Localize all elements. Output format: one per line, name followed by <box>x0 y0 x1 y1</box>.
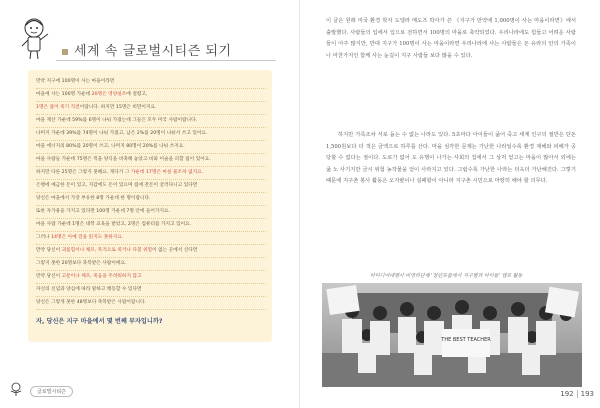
box-line <box>36 89 268 101</box>
box-line-segment: 당신은 그렇게 못한 48명보다 축복받은 사람이랍니다. <box>36 300 146 305</box>
box-line <box>36 154 268 166</box>
box-line <box>36 180 268 192</box>
page-title-text: 세계 속 글로벌시티즌 되기 <box>74 44 232 59</box>
box-line-divider <box>36 101 266 102</box>
box-line-segment: 마을 에너지의 80%를 20명이 쓰고, 나머지 80명이 20%를 나눠 쓰지요. <box>36 144 185 149</box>
box-final-question: 자, 당신은 지구 마을에서 몇 번째 부자입니까? <box>36 318 163 325</box>
box-line-divider <box>36 231 266 232</box>
box-line-segment: 만약 당신이 <box>36 248 62 253</box>
box-line-segment: 고문이나 체포, 죽음을 두려워하지 않고 <box>61 274 142 279</box>
box-line-divider <box>36 192 266 193</box>
highlight-box <box>28 70 272 342</box>
box-line-segment: 자신의 신념과 양심에 따라 말하고 행동할 수 있다면 <box>36 287 142 292</box>
photo-banner-text: THE BEST TEACHER <box>441 337 491 343</box>
box-line-segment: 나머지 가운데 39%를 74명이 나눠 가졌고, 남은 2%를 20명이 나눠서 쓰고 있어요. <box>36 131 208 136</box>
box-line-segment: 이랍니다. 하지만 15명은 비만이지요. <box>79 105 157 110</box>
page-number-left: 192 <box>560 390 574 398</box>
box-line <box>36 258 268 270</box>
footer-mascot-icon <box>8 382 24 398</box>
box-line-segment: 에 걸렸고, <box>126 92 148 97</box>
box-line <box>36 102 268 114</box>
box-line-divider <box>36 257 266 258</box>
box-line <box>36 271 268 283</box>
box-line-segment: 가운데 17명은 마실 물조차 없지요. <box>130 170 204 175</box>
title-divider <box>56 60 276 61</box>
box-line-segment: 마을에 사는 100명 가운데 <box>36 92 92 97</box>
box-line <box>36 167 268 179</box>
box-line-divider <box>36 205 266 206</box>
box-line-divider <box>36 179 266 180</box>
box-line-segment: 그러나 <box>36 235 52 240</box>
box-line-divider <box>36 166 266 167</box>
box-line <box>36 232 268 244</box>
box-line-segment: 하지만 다른 25명은 그렇지 못해요. 게다가 그 <box>36 170 131 175</box>
box-line-divider <box>36 218 266 219</box>
box-line <box>36 141 268 153</box>
group-photo <box>322 283 582 387</box>
page-title <box>62 40 232 59</box>
box-line-segment: 당신은 마을에서 가장 부유한 8명 가운데 한 명이랍니다. <box>36 196 151 201</box>
box-line-segment: 만약 지구에 100명이 사는 마을이라면 <box>36 79 115 84</box>
right-page <box>300 0 600 408</box>
box-line <box>36 219 268 231</box>
box-line-segment: 마을 사람들 가운데 75명은 먹을 양식을 비축해 놓았고 비와 이슬을 피할 집이 있어요. <box>36 157 211 162</box>
box-line-divider <box>36 296 266 297</box>
section-footer-label: 글로벌시티즌 <box>30 386 73 397</box>
title-marker-icon <box>62 49 68 55</box>
box-line-divider <box>36 114 266 115</box>
box-line <box>36 76 268 88</box>
box-line-segment: 이 없는 곳에서 산다면 <box>152 248 198 253</box>
page-number-right: 193 <box>580 390 594 398</box>
box-line-segment: 14명은 아예 글을 읽지도 못하지요. <box>51 235 124 240</box>
mascot-icon <box>18 16 52 60</box>
box-line-divider <box>36 140 266 141</box>
box-line-divider <box>36 283 266 284</box>
photo-caption: 아이디어대행사 비영리단체 '청년프롬에서 지구별과 아이들' 캠프 활동 <box>370 273 523 279</box>
box-line-segment: 1명은 굶어 죽기 직전 <box>36 105 80 110</box>
box-line <box>36 128 268 140</box>
box-line-segment: 괴롭힘이나 체포, 폭격으로 죽거나 다칠 위험 <box>61 248 153 253</box>
box-line-divider <box>36 309 266 310</box>
box-line-segment: 만약 당신이 <box>36 274 62 279</box>
body-paragraph-1: 이 글은 원래 미국 환경 학자 도넬라 메도즈 박사가 쓴 《지구가 만약에 1,000명이 사는 마을이라면》에서 출발했다. 사람들의 입에서 입으로 전하면서 100명의 마을로 축약되었다. 우리나라에도 힘들고 어려운 사람들이 아주 많지만, 반대 지구가 100명이 사는 마을이라면 우리나라에 사는 사람들은 돈 유라의 안의 가족이나 마찬가지인 함께 사는 눈길이 지구 사람들 보다 많을 수 있다. <box>326 18 576 59</box>
page-number <box>560 390 594 398</box>
box-line <box>36 115 268 127</box>
box-line <box>36 193 268 205</box>
page-number-separator <box>577 390 578 398</box>
box-line <box>36 297 268 309</box>
box-line-divider <box>36 88 266 89</box>
box-line-segment: 또한 자가용을 가지고 있다면 100명 가운데 7명 안에 들어가지요. <box>36 209 171 214</box>
box-line <box>36 245 268 257</box>
box-line <box>36 284 268 296</box>
box-line <box>36 206 268 218</box>
body-paragraph-2: 하지만 가족조차 서로 돕는 수 없는 나라도 있다. 5초마다 아이들이 굶어 죽고 세계 인구의 절반은 단돈 1,500원보다 더 적은 금액으로 하루를 산다. 마을 심각한 문제는 가난한 나라일수록 환경 재해와 피해가 공당할 수 없다는 점이다. 도로가 없어 도 유행이 나가는 사회의 집에서 그 상처 얻고는 마을이 많아서 외에는 굶 노 사기지만 금시 위험 농작물을 얻이 사라지고 있다. 그럼수록 가난한 나라는 더욱더 가난해진다. 그렇기 때문에 지구촌 봉사 활동은 오지랖이나 실패할이 아니라 지구촌 시민으로 마땅히 해야 할 의무다. <box>326 132 576 184</box>
box-line-segment: 은행에 예금한 돈이 있고, 지갑에도 돈이 있으며 집에 잔돈이 굴러다니고 있다면 <box>36 183 198 188</box>
box-line-segment: 마을 재산 가운데 59%를 6명이 나눠 가졌는데 그들은 모두 미국 사람이랍니다. <box>36 118 198 123</box>
box-line-segment: 그렇지 못한 20명보다 축복받은 사람이에요. <box>36 261 127 266</box>
box-line-segment: 마을 사람 가운데 1명은 대학 교육을 받았고, 2명은 컴퓨터를 가지고 있어요. <box>36 222 192 227</box>
box-line-divider <box>36 244 266 245</box>
box-line-segment: 20명은 영양실조 <box>91 92 127 97</box>
box-line-divider <box>36 153 266 154</box>
box-line-divider <box>36 127 266 128</box>
box-line-divider <box>36 270 266 271</box>
